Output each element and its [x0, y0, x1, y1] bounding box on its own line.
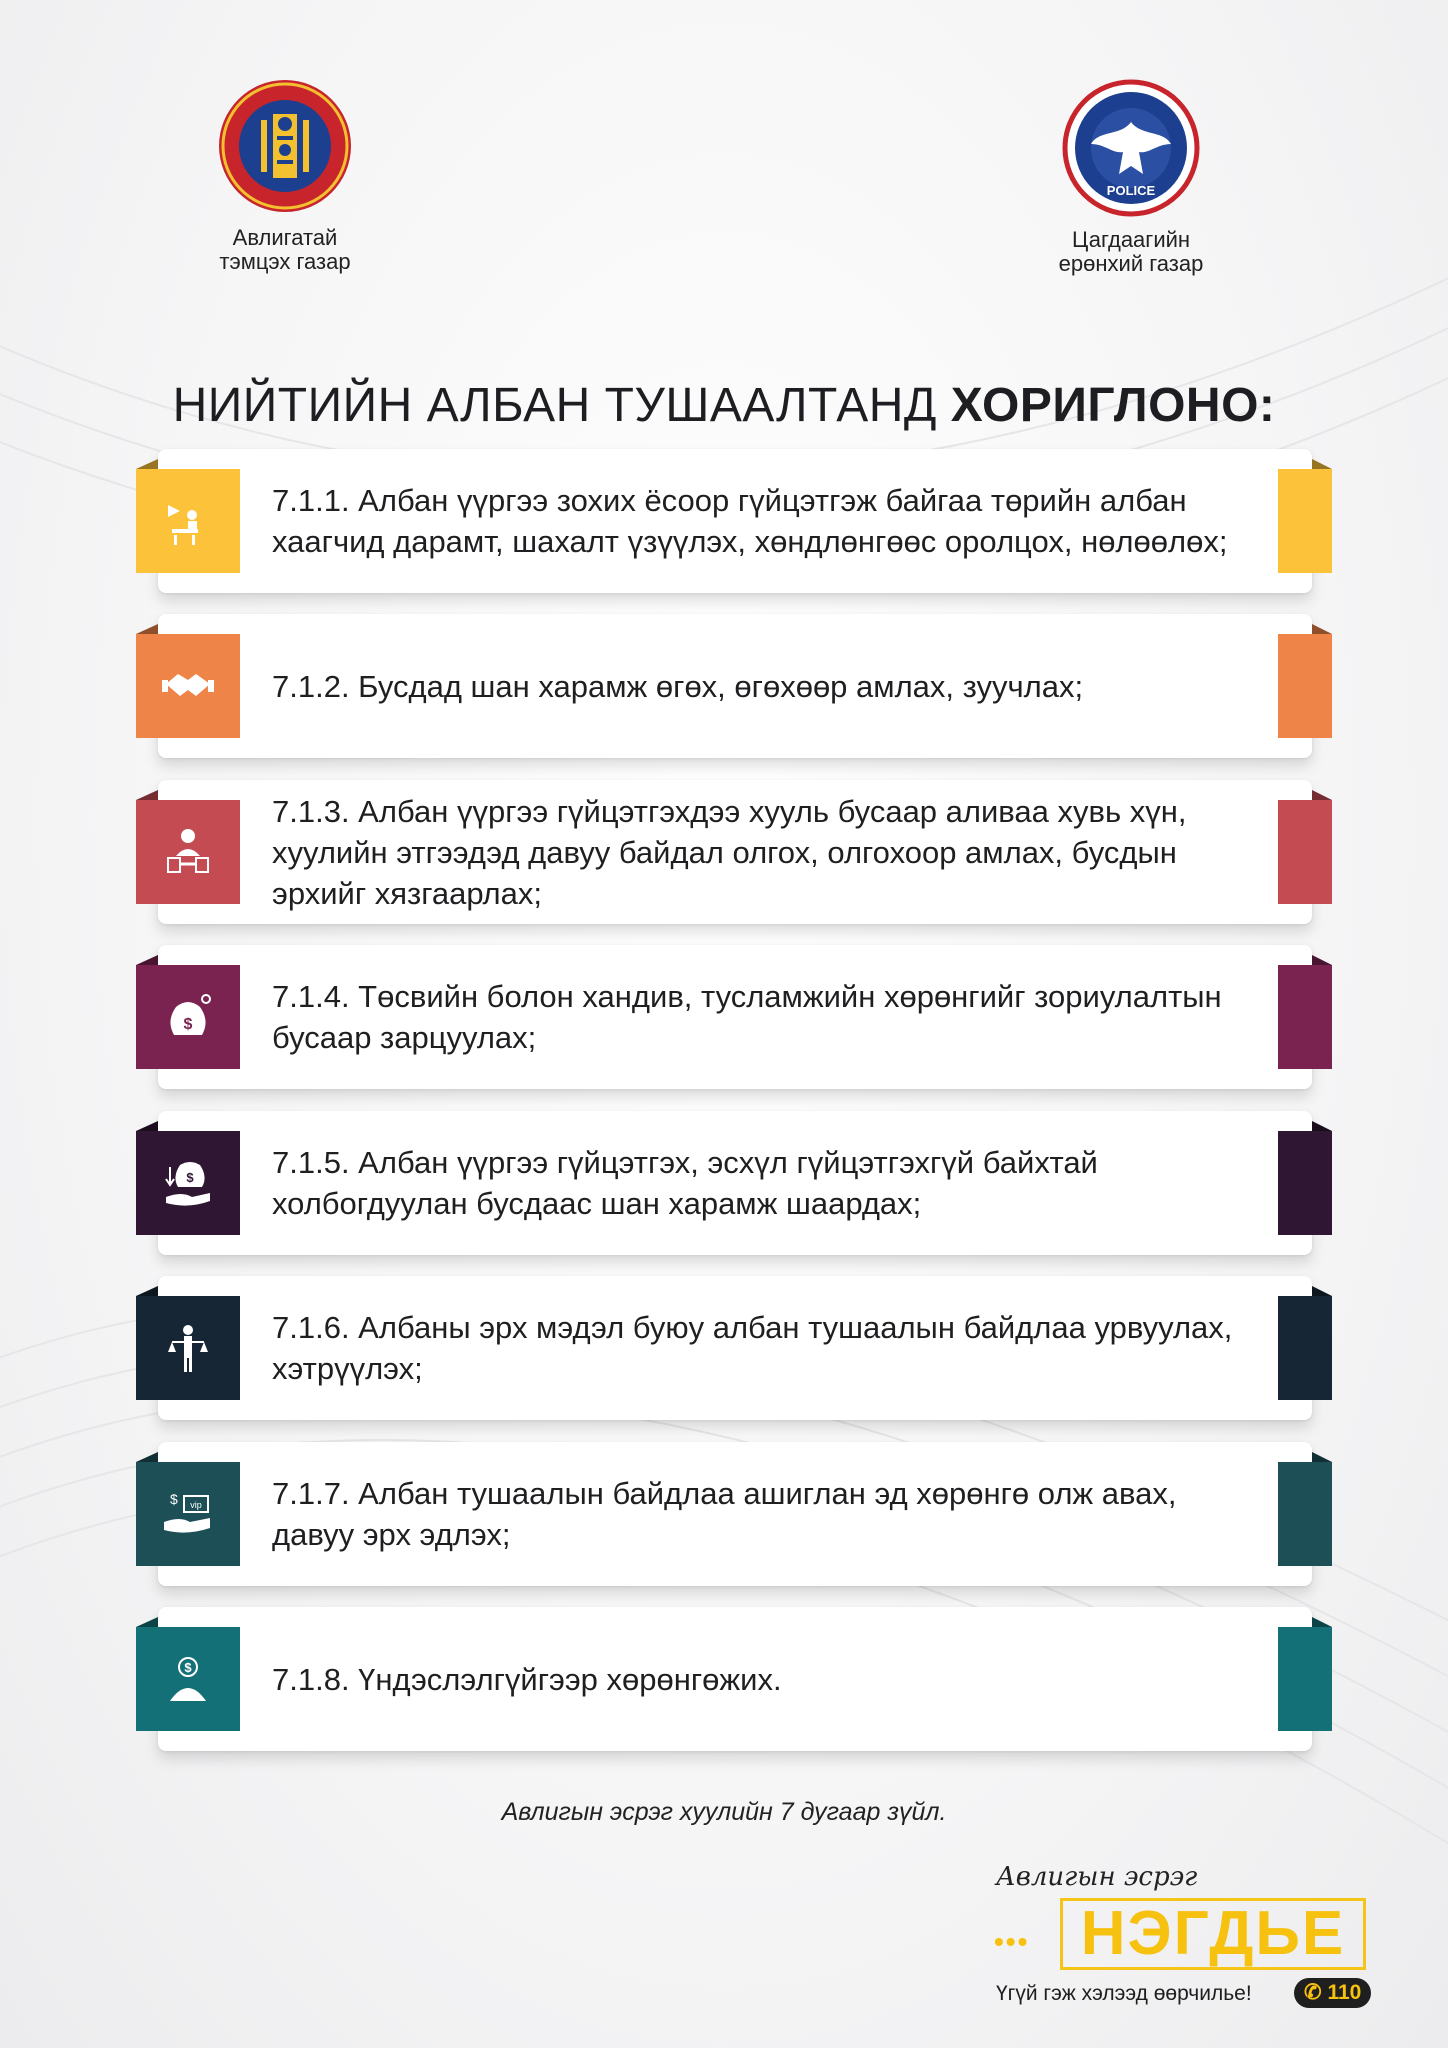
anti-corruption-agency	[180, 76, 390, 274]
pressure-desk-icon	[162, 495, 214, 547]
prohibition-text: 7.1.8. Үндэслэлгүйгээр хөрөнгөжих.	[272, 1661, 782, 1697]
brand-dots-icon: •••	[994, 1926, 1030, 1957]
brand-word: НЭГДЬЕ	[1060, 1898, 1366, 1970]
prohibition-text: 7.1.2. Бусдад шан харамж өгөх, өгөхөөр амлах, зуучлах;	[272, 668, 1084, 704]
vip-hand-money-icon	[162, 1488, 214, 1540]
phone-icon: ✆	[1304, 1981, 1328, 2004]
anti-corruption-seal-icon	[215, 76, 355, 216]
prohibition-card	[158, 945, 1312, 1089]
card-left-tab	[136, 965, 240, 1069]
card-left-tab	[136, 1462, 240, 1566]
card-left-tab	[136, 1296, 240, 1400]
campaign-logo	[990, 1862, 1390, 2012]
police-emblem-text: POLICE	[1106, 183, 1156, 198]
svg-text:$: $	[184, 1660, 192, 1675]
prohibition-text: 7.1.3. Албан үүргээ гүйцэтгэхдээ хууль бусаар аливаа хувь хүн, хуулийн этгээдэд давуу байдал олгох, олгохоор амлах, бусдын эрхийг хязгаарлах;	[272, 793, 1187, 911]
card-right-tab	[1278, 1627, 1332, 1731]
card-left-tab	[136, 634, 240, 738]
card-right-tab	[1278, 634, 1332, 738]
card-right-tab	[1278, 469, 1332, 573]
money-bag-icon	[162, 991, 214, 1043]
svg-text:$: $	[183, 1016, 193, 1033]
handshake-icon	[162, 660, 214, 712]
card-right-tab	[1278, 1296, 1332, 1400]
prohibition-card	[158, 449, 1312, 593]
hand-money-bag-icon	[162, 1157, 214, 1209]
person-dollar-icon	[162, 1653, 214, 1705]
prohibition-card	[158, 1276, 1312, 1420]
title-regular: НИЙТИЙН АЛБАН ТУШААЛТАНД	[172, 379, 951, 432]
prohibition-text: 7.1.4. Төсвийн болон хандив, тусламжийн хөрөнгийг зориулалтын бусаар зарцуулах;	[272, 979, 1222, 1055]
card-left-tab	[136, 1627, 240, 1731]
brand-script: Авлигын эсрэг	[996, 1862, 1198, 1892]
brand-slogan: Үгүй гэж хэлээд өөрчилье!	[996, 1982, 1252, 2005]
police-agency	[1026, 78, 1236, 276]
right-org-label: Цагдаагийн ерөнхий газар	[1058, 227, 1204, 276]
businessman-deal-icon	[162, 826, 214, 878]
svg-text:vip: vip	[190, 1500, 202, 1510]
prohibition-card	[158, 1442, 1312, 1586]
person-scales-icon	[162, 1322, 214, 1374]
prohibition-text: 7.1.6. Албаны эрх мэдэл буюу албан тушаалын байдлаа урвуулах, хэтрүүлэх;	[272, 1310, 1233, 1386]
prohibition-text: 7.1.7. Албан тушаалын байдлаа ашиглан эд хөрөнгө олж авах, давуу эрх эдлэх;	[272, 1476, 1177, 1552]
prohibition-text: 7.1.1. Албан үүргээ зохих ёсоор гүйцэтгэж байгаа төрийн албан хаагчид дарамт, шахалт үзүүлэх, хөндлөнгөөс оролцох, нөлөөлөх;	[272, 483, 1228, 559]
prohibition-card	[158, 1607, 1312, 1751]
page-title	[0, 378, 1448, 433]
card-right-tab	[1278, 965, 1332, 1069]
hotline-number: 110	[1327, 1981, 1362, 2004]
card-left-tab	[136, 469, 240, 573]
police-eagle-emblem-icon	[1061, 78, 1201, 218]
card-right-tab	[1278, 1131, 1332, 1235]
card-left-tab	[136, 1131, 240, 1235]
prohibition-card	[158, 780, 1312, 924]
svg-text:$: $	[170, 1491, 178, 1507]
source-citation: Авлигын эсрэг хуулийн 7 дугаар зүйл.	[501, 1798, 947, 1826]
title-bold: ХОРИГЛОНО:	[950, 379, 1276, 432]
left-org-label: Авлигатай тэмцэх газар	[219, 225, 351, 274]
hotline-badge[interactable]	[1294, 1978, 1371, 2008]
prohibition-text: 7.1.5. Албан үүргээ гүйцэтгэх, эсхүл гүйцэтгэхгүй байхтай холбогдуулан бусдаас шан харамж шаардах;	[272, 1145, 1098, 1221]
card-right-tab	[1278, 1462, 1332, 1566]
svg-text:$: $	[186, 1170, 194, 1185]
card-right-tab	[1278, 800, 1332, 904]
prohibition-card	[158, 614, 1312, 758]
card-left-tab	[136, 800, 240, 904]
prohibition-card	[158, 1111, 1312, 1255]
